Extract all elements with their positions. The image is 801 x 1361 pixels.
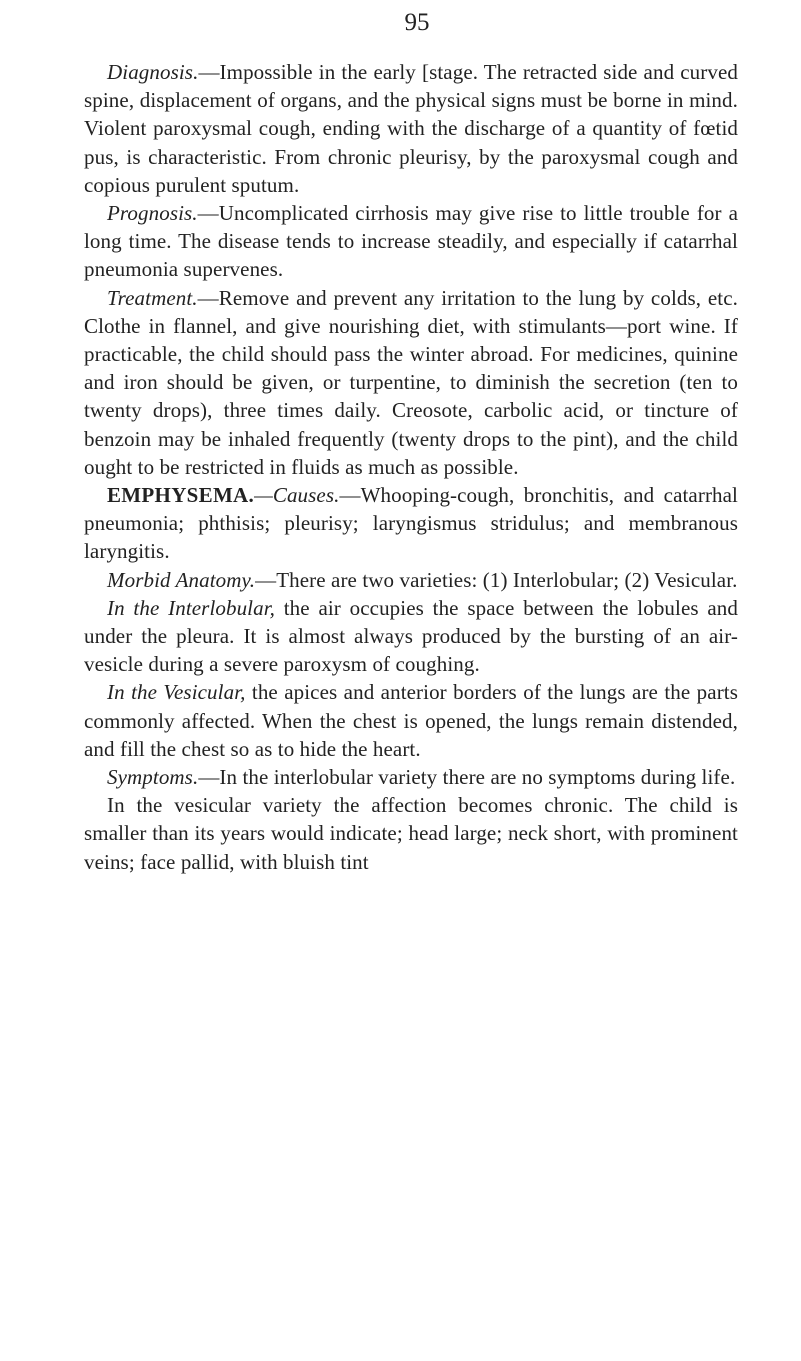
paragraph-morbid-anatomy: [84, 566, 738, 594]
paragraph-treatment: [84, 284, 738, 481]
section-lead-causes: —Causes.: [254, 483, 340, 508]
paragraph-text: the apices and anterior borders of the lungs are the parts commonly affected. When the chest is opened, the lungs remain distended, and fill the chest so as to hide the heart.: [84, 680, 738, 761]
paragraph-vesicular: [84, 678, 738, 763]
section-lead-symptoms: Symptoms.: [107, 765, 199, 790]
paragraph-vesicular-symptoms: [84, 791, 738, 876]
paragraph-interlobular: [84, 594, 738, 679]
paragraph-prognosis: [84, 199, 738, 284]
paragraph-emphysema: [84, 481, 738, 566]
paragraph-text: In the vesicular variety the affection becomes chronic. The child is smaller than its years would indicate; head large; neck short, with prominent veins; face pallid, with bluish tint: [84, 793, 738, 874]
paragraph-text: —Uncomplicated cirrhosis may give rise to little trouble for a long time. The disease tends to increase steadily, and especially if catarrhal pneumonia supervenes.: [84, 201, 738, 282]
paragraph-text: —Whooping-cough, bronchitis, and catarrhal pneumonia; phthisis; pleurisy; laryngismus stridulus; and membranous laryngitis.: [84, 483, 738, 564]
paragraph-text: —In the interlobular variety there are no symptoms during life.: [198, 765, 736, 790]
section-lead-treatment: Treatment.: [107, 285, 198, 310]
paragraph-text: —Impossible in the early [stage. The retracted side and curved spine, displacement of organs, and the physical signs must be borne in mind. Violent paroxysmal cough, ending with the discharge of a quantity of fœtid pus, is characteristic. From chronic pleurisy, by the paroxysmal cough and copious purulent sputum.: [84, 60, 738, 197]
paragraph-text: —There are two varieties: (1) Interlobular; (2) Vesicular.: [255, 567, 738, 592]
paragraph-symptoms: [84, 763, 738, 791]
section-heading-emphysema: EMPHYSEMA.: [107, 483, 255, 508]
section-lead-interlobular: In the Interlobular,: [107, 595, 276, 620]
section-lead-vesicular: In the Vesicular,: [107, 680, 246, 705]
page-number: 95: [404, 9, 430, 36]
paragraph-text: —Remove and prevent any irritation to the lung by colds, etc. Clothe in flannel, and give nourishing diet, with stimulants—port wine. If practicable, the child should pass the winter abroad. For medicines, quinine and iron should be given, or turpentine, to diminish the secretion (ten to twenty drops), three times daily. Creosote, carbolic acid, or tincture of benzoin may be inhaled frequently (twenty drops to the pint), and the child ought to be restricted in fluids as much as possible.: [84, 285, 738, 479]
paragraph-diagnosis: [84, 58, 738, 199]
section-lead-morbid-anatomy: Morbid Anatomy.: [107, 567, 256, 592]
section-lead-prognosis: Prognosis.: [107, 201, 198, 226]
paragraph-text: the air occupies the space between the lobules and under the pleura. It is almost always produced by the bursting of an air-vesicle during a severe paroxysm of coughing.: [84, 595, 739, 677]
section-lead-diagnosis: Diagnosis.: [107, 60, 199, 84]
